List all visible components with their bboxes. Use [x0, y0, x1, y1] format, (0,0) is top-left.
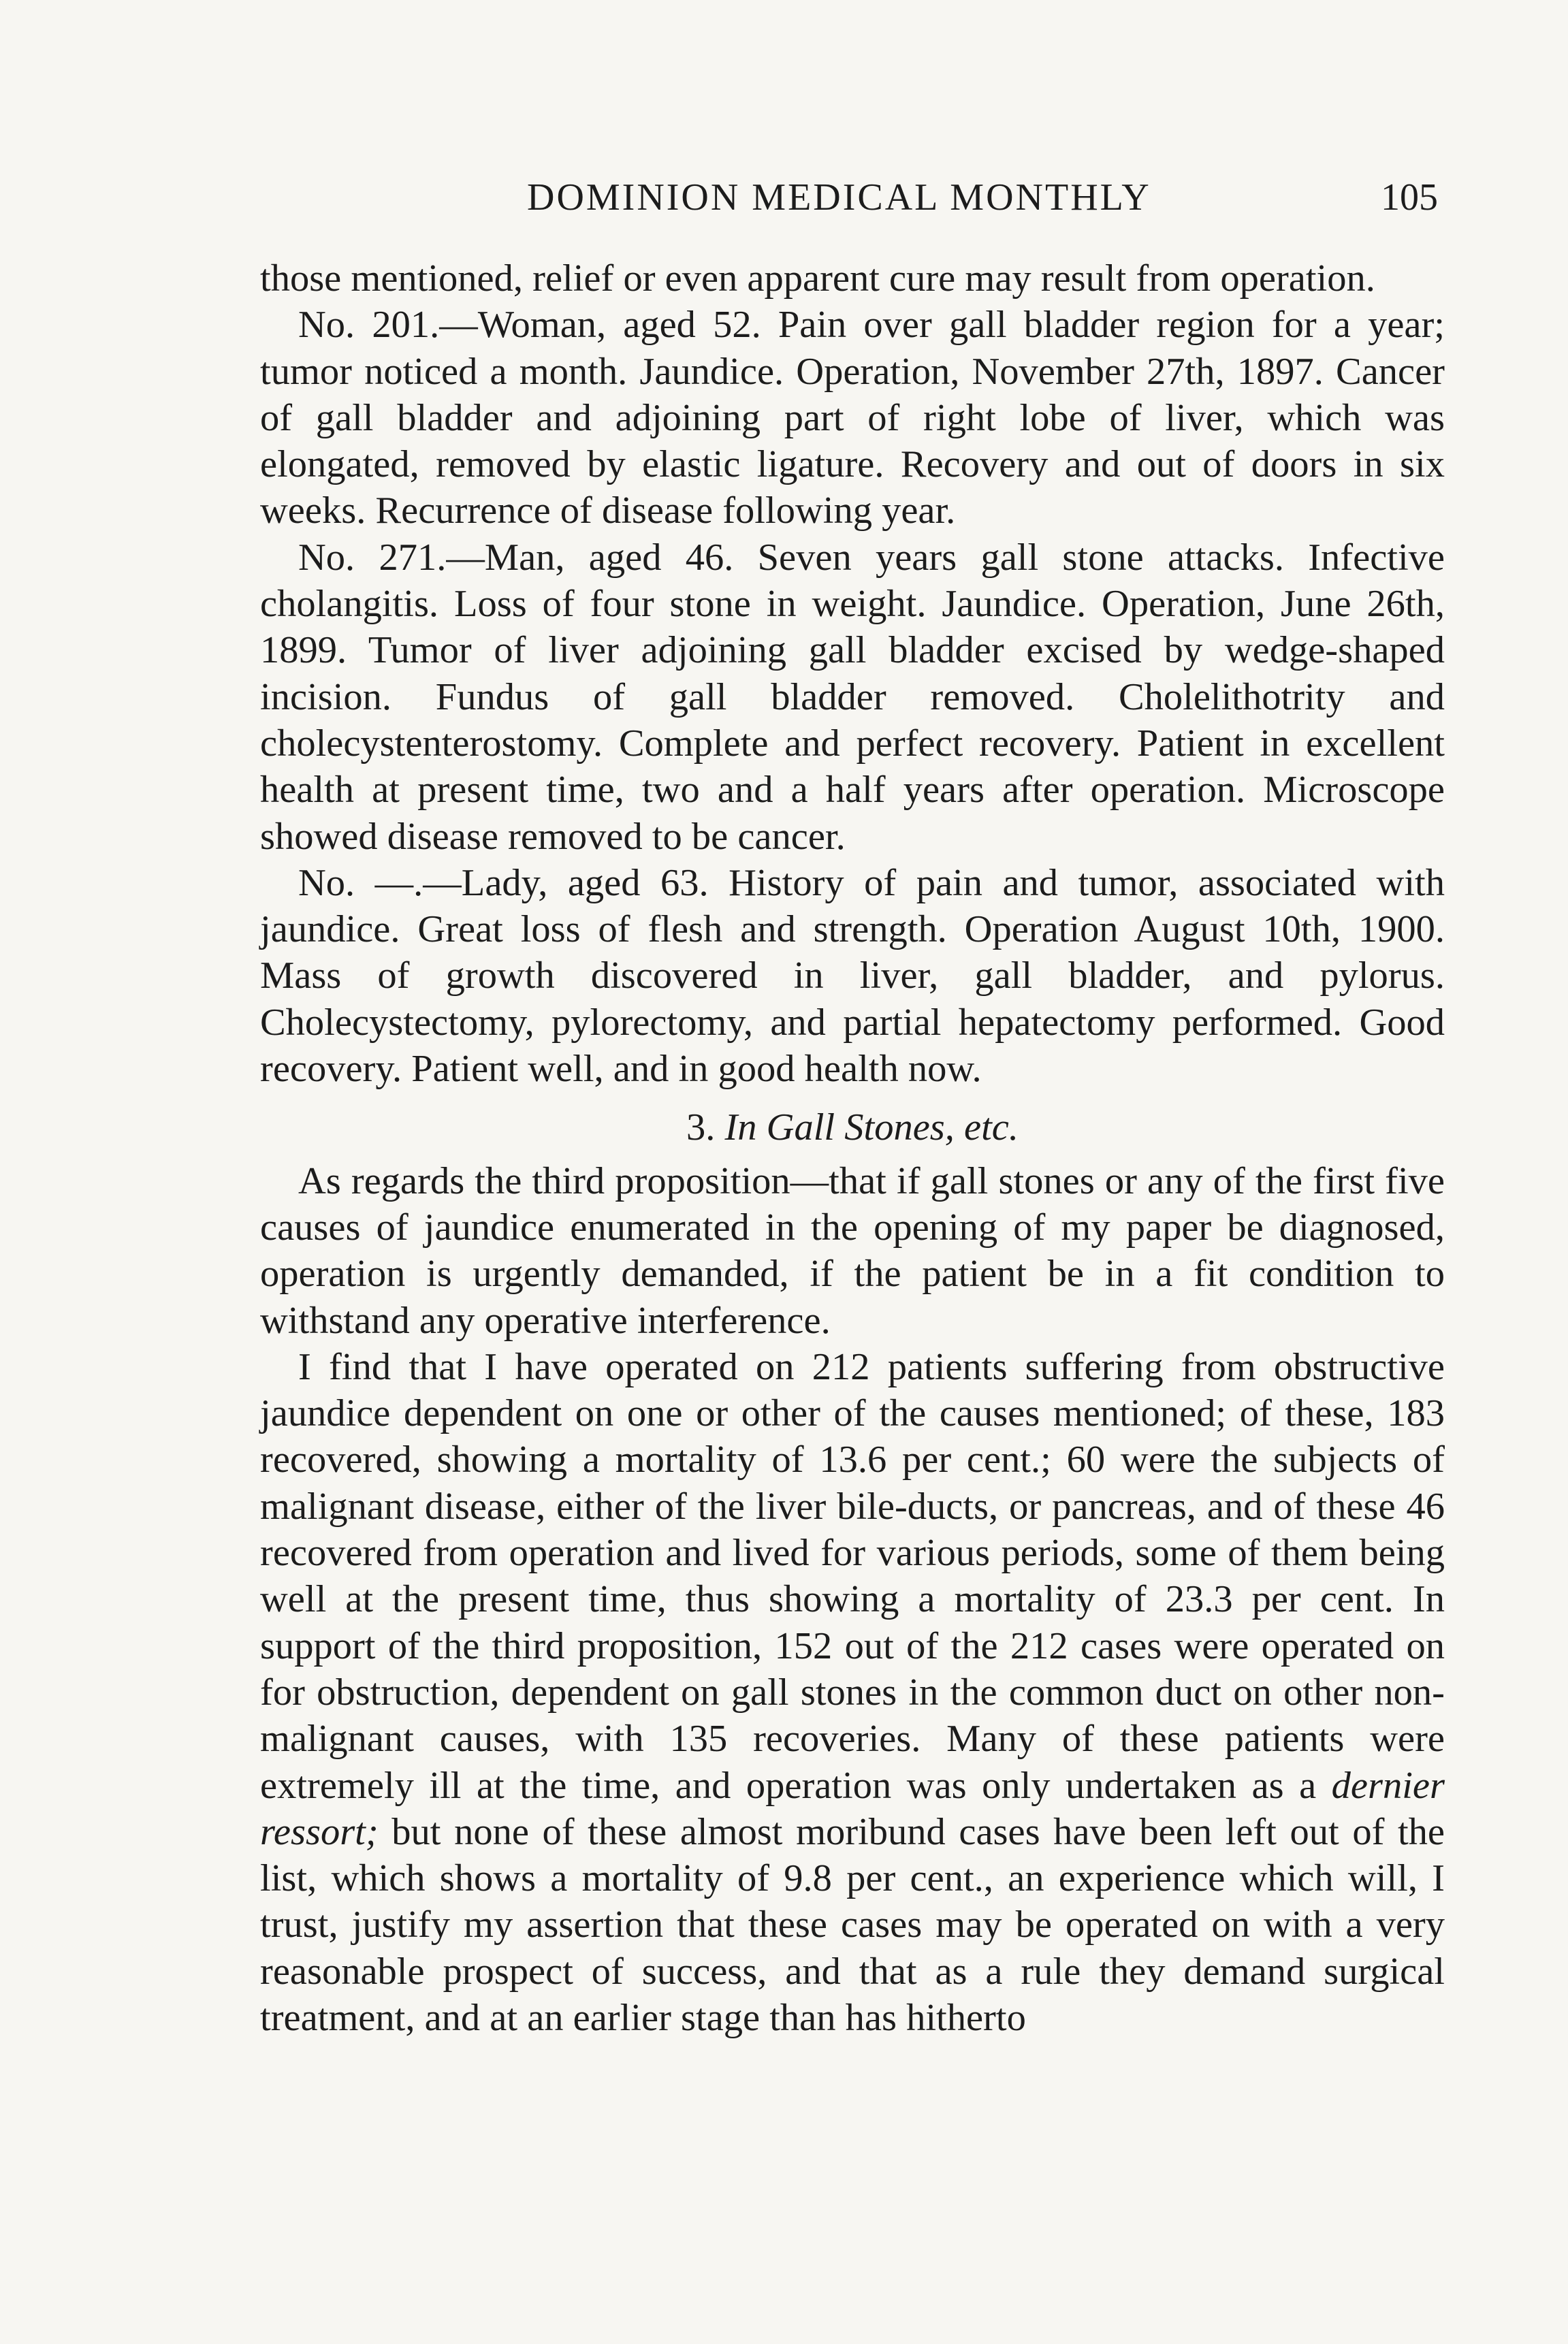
statistics-text-end: but none of these almost moribund cases have been left out of the list, which shows a mortality of 9.8 per cent., an experience which will, I trust, justify my assertion that these cases may be operated on with a very reasonable prospect of success, and that as a rule they demand surgical treatment, and at an earlier stage than has hitherto [260, 1810, 1445, 2039]
third-proposition-paragraph: As regards the third proposition—that if gall stones or any of the first five causes of jaundice enumerated in the opening of my paper be diagnosed, operation is urgently demanded, if the patient be in a fit condition to withstand any operative interference. [260, 1159, 1445, 1342]
case-271-paragraph: No. 271.—Man, aged 46. Seven years gall stone attacks. Infective cholangitis. Loss of four stone in weight. Jaundice. Operation, June 26th, 1899. Tumor of liver adjoining gall bladder excised by wedge-shaped incision. Fundus of gall bladder removed. Cholelithotrity and cholecystenterostomy. Complete and perfect recovery. Patient in excellent health at present time, two and a half years after operation. Microscope showed disease removed to be cancer. [260, 536, 1445, 858]
latin-phrase: dernier ressort; [260, 1764, 1445, 1853]
case-201-paragraph: No. 201.—Woman, aged 52. Pain over gall bladder region for a year; tumor noticed a month. Jaundice. Operation, November 27th, 1897. Cancer of gall bladder and adjoining part of right lobe of liver, which was elongated, removed by elastic ligature. Recovery and out of doors in six weeks. Recurrence of disease following year. [260, 304, 1445, 532]
journal-title: DOMINION MEDICAL MONTHLY [527, 176, 1151, 219]
body-text [260, 255, 1445, 2041]
section-number: 3. [686, 1106, 716, 1149]
section-heading [260, 1104, 1445, 1151]
running-head [260, 169, 1445, 230]
paragraph-continuation: those mentioned, relief or even apparent cure may result from operation. [260, 257, 1375, 300]
statistics-paragraph [260, 1344, 1445, 2041]
page-number: 105 [1381, 176, 1438, 219]
statistics-text-start: I find that I have operated on 212 patients suffering from obstructive jaundice dependent on one or other of the causes mentioned; of these, 183 recovered, showing a mortality of 13.6 per cent.; 60 were the subjects of malignant disease, either of the liver bile-ducts, or pancreas, and of these 46 recovered from operation and lived for various periods, some of them being well at the present time, thus showing a mortality of 23.3 per cent. In support of the third proposition, 152 out of the 212 cases were operated on for obstruction, dependent on gall stones in the common duct on other non-malignant causes, with 135 recoveries. Many of these patients were extremely ill at the time, and operation was only undertaken as a [260, 1345, 1445, 1807]
case-lady-paragraph: No. —.—Lady, aged 63. History of pain and tumor, associated with jaundice. Great loss of flesh and strength. Operation August 10th, 1900. Mass of growth discovered in liver, gall bladder, and pylorus. Cholecystectomy, pylorectomy, and partial hepatectomy performed. Good recovery. Patient well, and in good health now. [260, 861, 1445, 1091]
section-title: In Gall Stones, etc. [724, 1106, 1019, 1149]
